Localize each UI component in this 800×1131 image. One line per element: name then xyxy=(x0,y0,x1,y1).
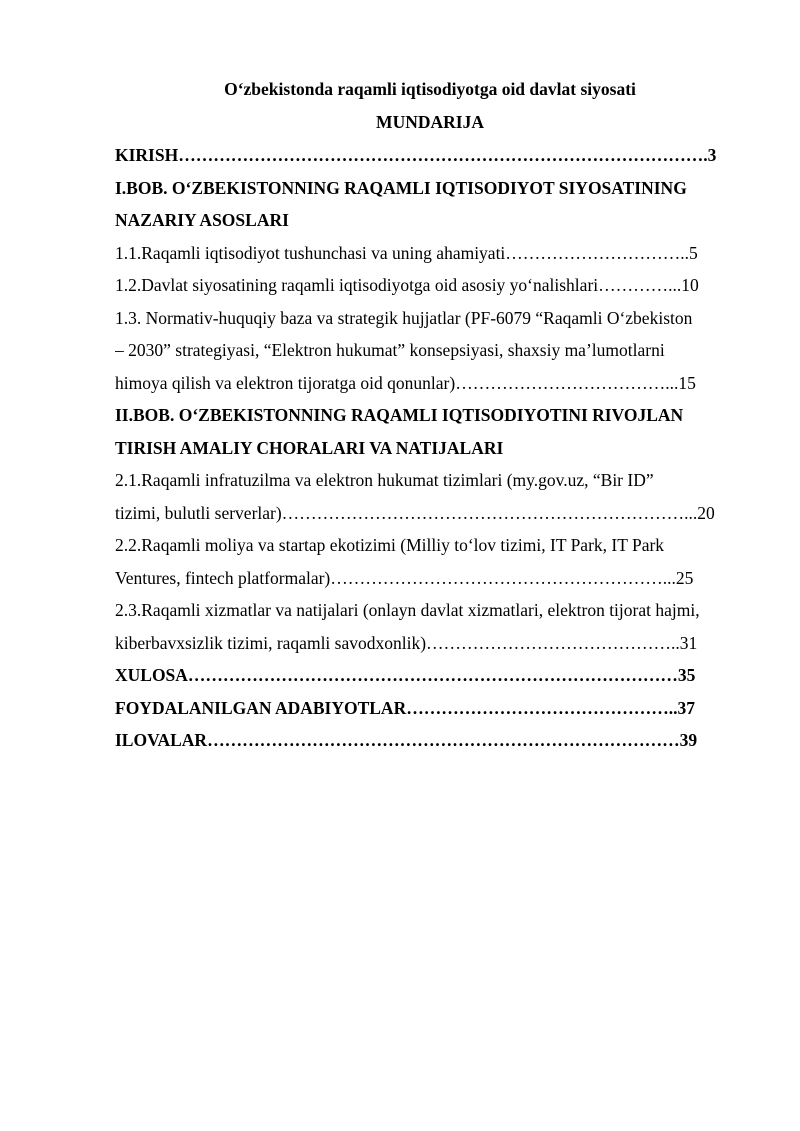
toc-entry-chapter-2-title: II.BOB. O‘ZBEKISTONNING RAQAMLI IQTISODIYOTINI RIVOJLAN xyxy=(115,405,684,425)
toc-entry-chapter-1-title-cont: NAZARIY ASOSLARI xyxy=(115,210,289,230)
toc-entry-2-1: 2.1.Raqamli infratuzilma va elektron hukumat tizimlari (my.gov.uz, “Bir ID” xyxy=(115,470,654,490)
toc-entry-chapter-1-title: I.BOB. O‘ZBEKISTONNING RAQAMLI IQTISODIYOT SIYOSATINING xyxy=(115,177,687,198)
toc-entry-1-3: 1.3. Normativ-huquqiy baza va strategik hujjatlar (PF-6079 “Raqamli O‘zbekiston xyxy=(115,307,693,328)
toc-entry-2-2-cont: Ventures, fintech platformalar)…………………………………………………...25 xyxy=(115,567,694,588)
toc-entry-ilovalar: ILOVALAR………………………………………………………………………39 xyxy=(115,730,698,750)
toc-entry-kirish: KIRISH……………………………………………………………………………….3 xyxy=(115,145,717,165)
document-content xyxy=(115,74,745,757)
toc-entry-2-2: 2.2.Raqamli moliya va startap ekotizimi (Milliy to‘lov tizimi, IT Park, IT Park xyxy=(115,535,665,555)
toc-entry-adabiyotlar: FOYDALANILGAN ADABIYOTLAR………………………………………..37 xyxy=(115,697,695,718)
toc-entry-2-3: 2.3.Raqamli xizmatlar va natijalari (onlayn davlat xizmatlari, elektron tijorat hajmi, xyxy=(115,600,700,620)
toc-entry-2-3-cont: kiberbavxsizlik tizimi, raqamli savodxonlik)……………………………………..31 xyxy=(115,632,698,653)
toc-entry-1-3-cont-1: – 2030” strategiyasi, “Elektron hukumat” konsepsiyasi, shaxsiy ma’lumotlarni xyxy=(115,340,665,360)
toc-entry-1-2: 1.2.Davlat siyosatining raqamli iqtisodiyotga oid asosiy yo‘nalishlari…………...10 xyxy=(115,275,699,295)
toc-entry-xulosa: XULOSA…………………………………………………………………………35 xyxy=(115,665,696,685)
toc-entry-2-1-cont: tizimi, bulutli serverlar)……………………………………………………………...20 xyxy=(115,502,715,523)
toc-entry-chapter-2-title-cont: TIRISH AMALIY CHORALARI VA NATIJALARI xyxy=(115,437,504,458)
document-title: O‘zbekistonda raqamli iqtisodiyotga oid davlat siyosati xyxy=(224,79,636,99)
toc-heading: MUNDARIJA xyxy=(376,112,484,132)
toc-entry-1-3-cont-2: himoya qilish va elektron tijoratga oid qonunlar)………………………………...15 xyxy=(115,372,696,393)
toc-entry-1-1: 1.1.Raqamli iqtisodiyot tushunchasi va uning ahamiyati…………………………..5 xyxy=(115,242,698,263)
